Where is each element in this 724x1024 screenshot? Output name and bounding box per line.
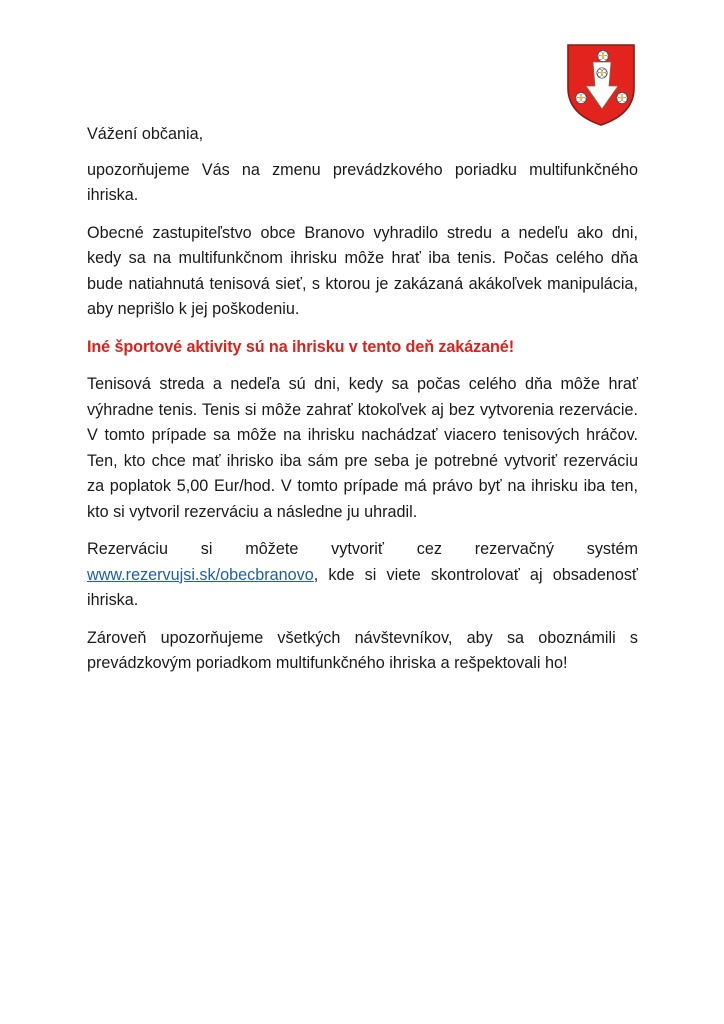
warning-text: Iné športové aktivity sú na ihrisku v tento deň zakázané! — [87, 337, 514, 356]
paragraph-closing: Zároveň upozorňujeme všetkých návštevníkov, aby sa oboznámili s prevádzkovým poriadkom multifunkčného ihriska a rešpektovali ho! — [87, 628, 638, 672]
reservation-link[interactable]: www.rezervujsi.sk/obecbranovo — [87, 565, 314, 584]
paragraph-notice: upozorňujeme Vás na zmenu prevádzkového poriadku multifunkčného ihriska. — [87, 160, 638, 204]
paragraph-reservation — [87, 537, 638, 614]
salutation: Vážení občania, — [87, 125, 204, 143]
paragraph-decision: Obecné zastupiteľstvo obce Branovo vyhradilo stredu a nedeľu ako dni, kedy sa na multifunkčnom ihrisku môže hrať iba tenis. Počas celého dňa bude natiahnutá tenisová sieť, s ktorou je zakázaná akákoľvek manipulácia, aby neprišlo k jej poškodeniu. — [87, 223, 638, 318]
coat-of-arms-icon — [565, 42, 637, 128]
letter-body — [87, 122, 638, 689]
reservation-text-before: Rezerváciu si môžete vytvoriť cez rezervačný systém — [87, 540, 638, 558]
paragraph-tennis-rules: Tenisová streda a nedeľa sú dni, kedy sa počas celého dňa môže hrať výhradne tenis. Tenis si môže zahrať ktokoľvek aj bez vytvorenia rezervácie. V tomto prípade sa môže na ihrisku nachádzať viacero tenisových hráčov. Ten, kto chce mať ihrisko iba sám pre seba je potrebné vytvoriť rezerváciu za poplatok 5,00 Eur/hod. V tomto prípade má právo byť na ihrisku iba ten, kto si vytvoril rezerváciu a následne ju uhradil. — [87, 375, 638, 521]
reservation-text-after: , kde si viete skontrolovať aj obsadenosť ihriska. — [87, 565, 638, 609]
